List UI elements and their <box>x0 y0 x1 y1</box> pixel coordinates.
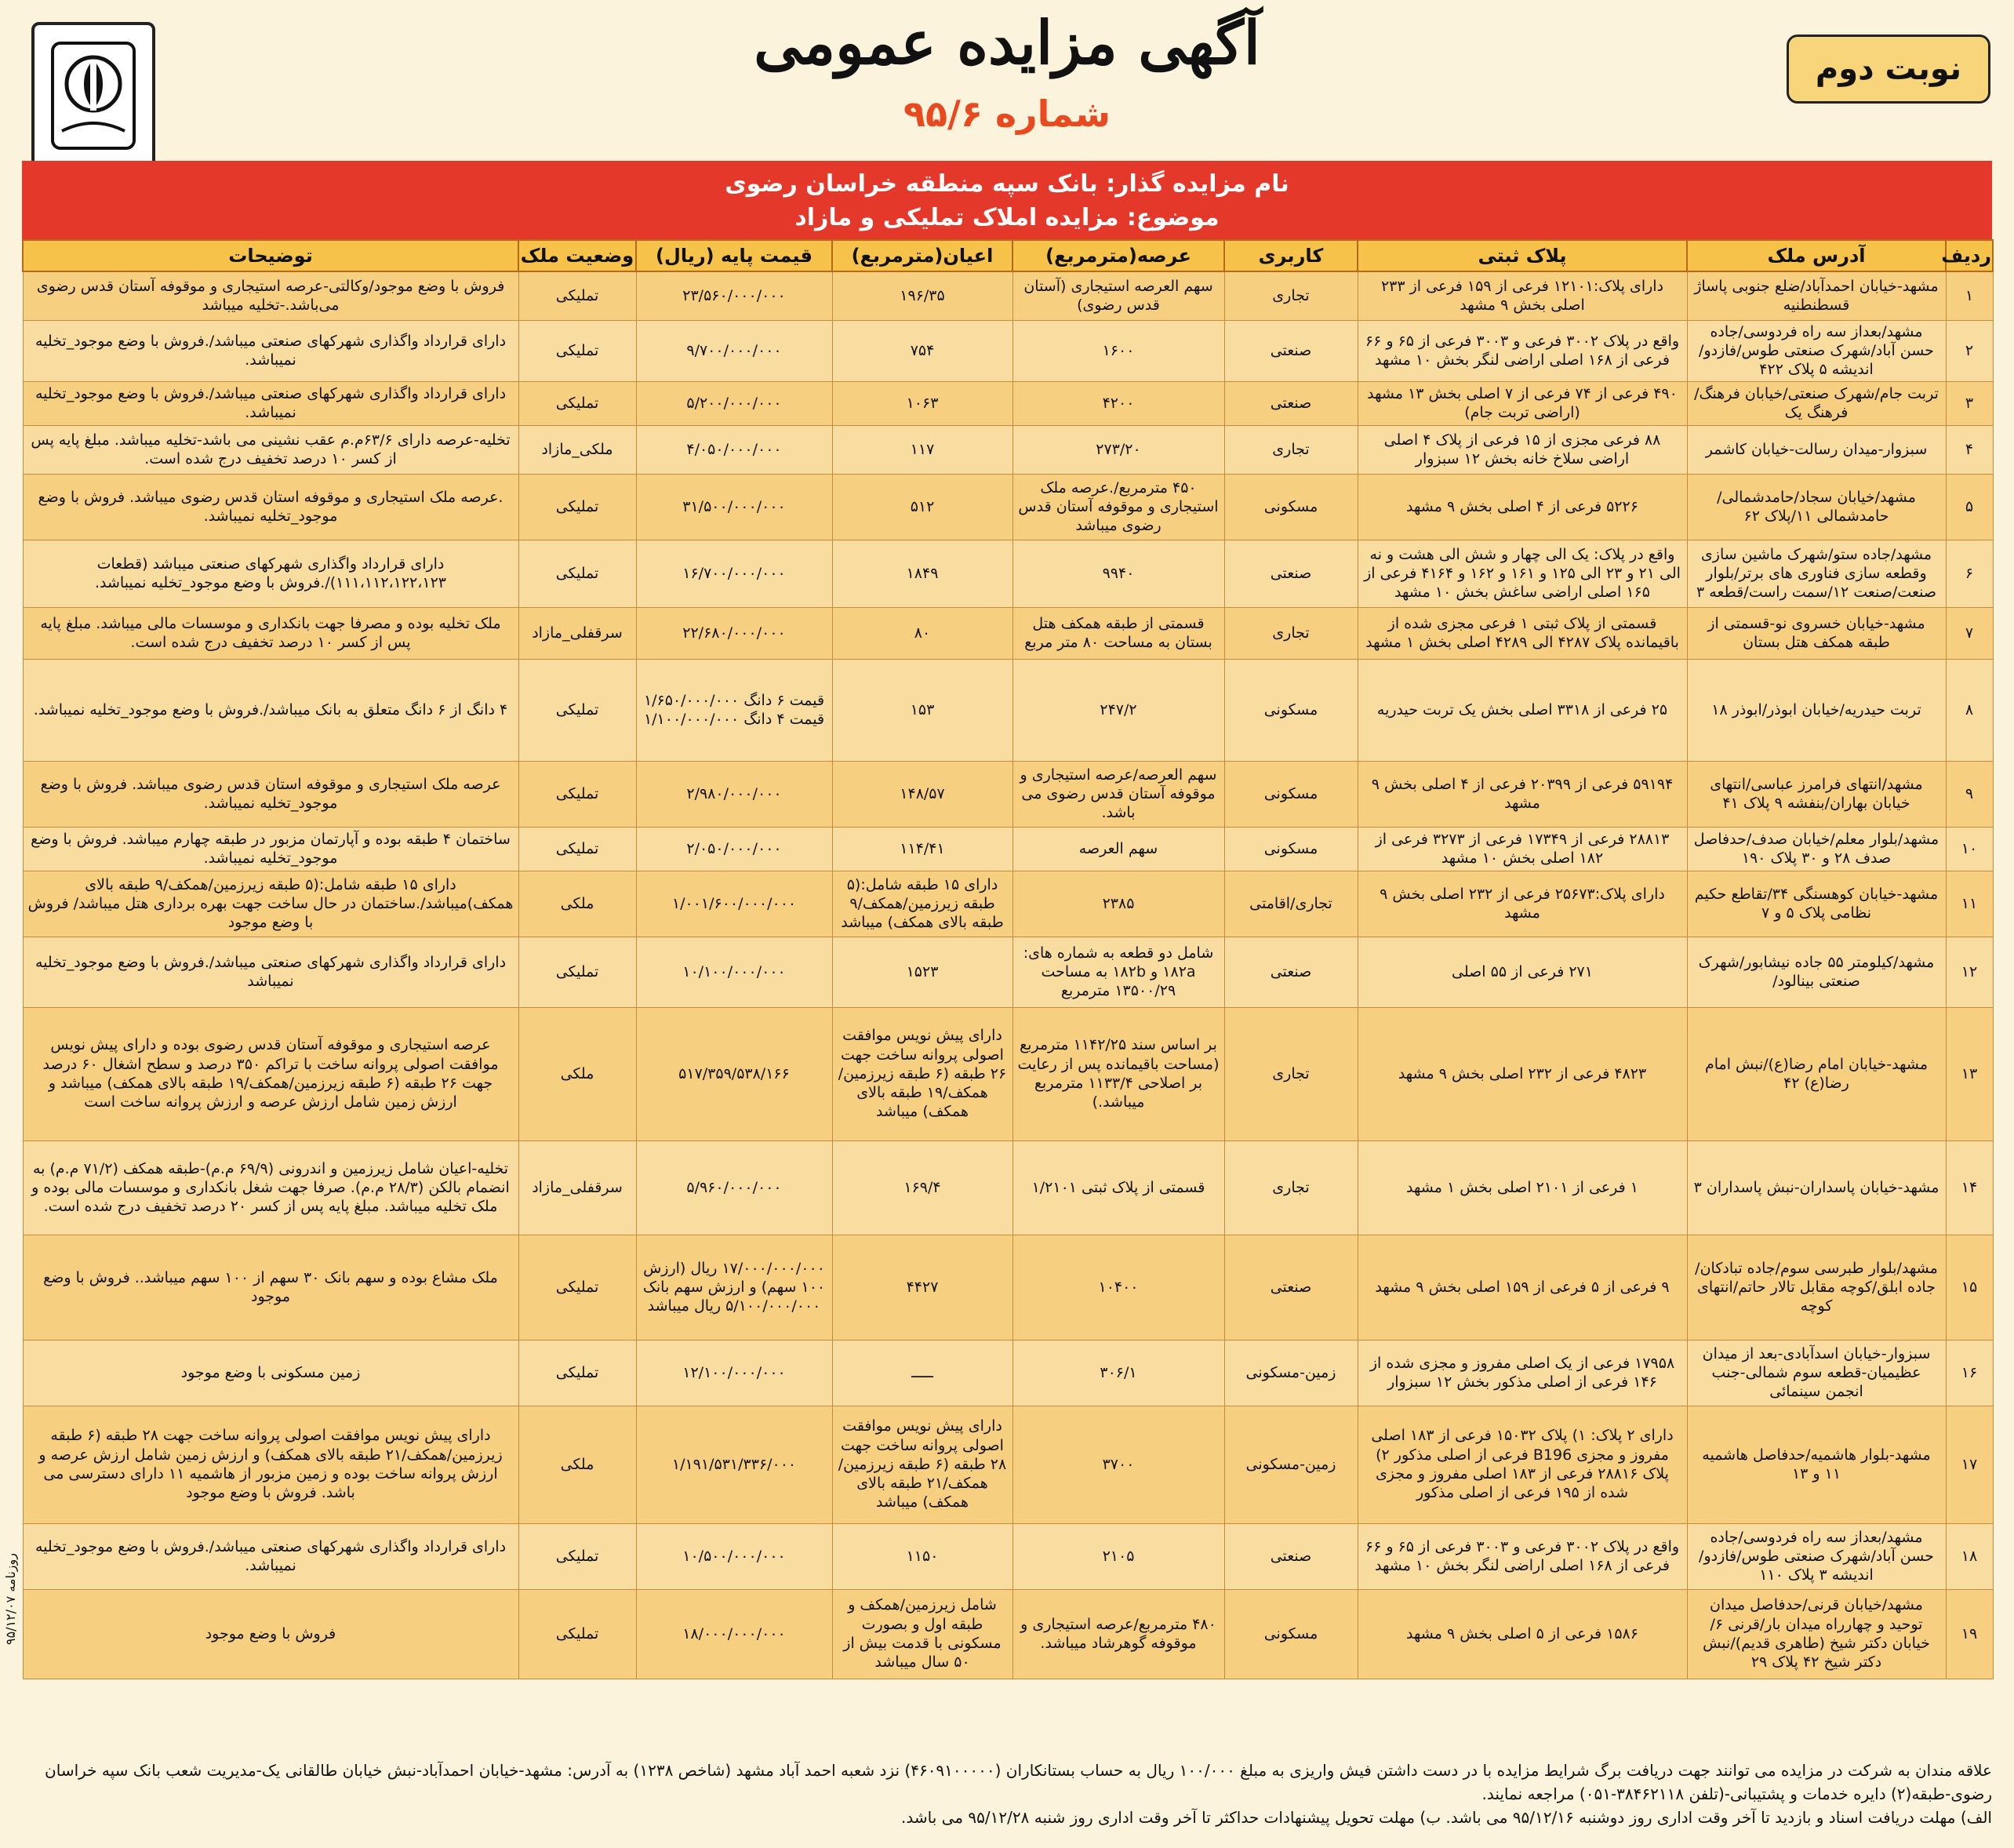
land-area-cell: قسمتی از پلاک ثبتی ۱/۲۱۰۱ <box>1012 1140 1224 1235</box>
table-row <box>23 607 1993 659</box>
notice-round-badge: نوبت دوم <box>1787 35 1990 104</box>
table-row <box>23 1007 1993 1140</box>
registry-plaque-cell: واقع در پلاک ۳۰۰۲ فرعی و ۳۰۰۳ فرعی از ۶۵ و ۶۶ فرعی از ۱۶۸ اصلی اراضی لنگر بخش ۱۰ مشهد <box>1358 320 1687 381</box>
description-cell: ۴ دانگ از ۶ دانگ متعلق به بانک میباشد/.فروش با وضع موجود_تخلیه نمیباشد. <box>23 659 518 761</box>
row-number: ۱۱ <box>1946 871 1993 937</box>
building-area-cell: ۱۵۲۳ <box>832 937 1012 1007</box>
address-cell: تربت حیدریه/خیابان ابوذر/ابوذر ۱۸ <box>1687 659 1946 761</box>
address-cell: مشهد/انتهای فرامرز عباسی/انتهای خیابان بهاران/بنفشه ۹ پلاک ۴۱ <box>1687 761 1946 827</box>
address-cell: مشهد/بعداز سه راه فردوسی/جاده حسن آباد/شهرک صنعتی طوس/فازدو/اندیشه ۵ پلاک ۴۲۲ <box>1687 320 1946 381</box>
land-area-cell: ۳۰۶/۱ <box>1012 1340 1224 1406</box>
land-area-cell: ۴۵۰ مترمربع/.عرصه ملک استیجاری و موقوفه آستان قدس رضوی میباشد <box>1012 474 1224 540</box>
property-status-cell: تملیکی <box>518 381 636 425</box>
property-status-cell: ملکی <box>518 1007 636 1140</box>
row-number: ۱۳ <box>1946 1007 1993 1140</box>
property-status-cell: سرقفلی_مازاد <box>518 607 636 659</box>
usage-cell: زمین-مسکونی <box>1224 1406 1358 1523</box>
base-price-cell: ۵۱۷/۳۵۹/۵۳۸/۱۶۶ <box>636 1007 832 1140</box>
land-area-cell: ۲۱۰۵ <box>1012 1523 1224 1589</box>
property-status-cell: تملیکی <box>518 1523 636 1589</box>
table-row <box>23 761 1993 827</box>
table-row <box>23 320 1993 381</box>
property-status-cell: تملیکی <box>518 320 636 381</box>
property-status-cell: ملکی <box>518 871 636 937</box>
land-area-cell: ۳۷۰۰ <box>1012 1406 1224 1523</box>
address-cell: مشهد/بلوار معلم/خیابان صدف/حدفاصل صدف ۲۸ و ۳۰ پلاک ۱۹۰ <box>1687 827 1946 871</box>
auction-header <box>22 161 1992 239</box>
land-area-cell: ۴۸۰ مترمربع/عرصه استیجاری و موقوفه گوهرشاد میباشد. <box>1012 1589 1224 1679</box>
description-cell: عرصه ملک استیجاری و موقوفه استان قدس رضوی میباشد. فروش با وضع موجود_تخلیه نمیباشد. <box>23 761 518 827</box>
usage-cell: مسکونی <box>1224 659 1358 761</box>
base-price-cell: ۲۳/۵۶۰/۰۰۰/۰۰۰ <box>636 271 832 320</box>
land-area-cell: شامل دو قطعه به شماره های: ۱۸۲a و ۱۸۲b به مساحت ۱۳۵۰۰/۲۹ مترمربع <box>1012 937 1224 1007</box>
row-number: ۱۴ <box>1946 1140 1993 1235</box>
table-row <box>23 659 1993 761</box>
address-cell: مشهد/بعداز سه راه فردوسی/جاده حسن آباد/شهرک صنعتی طوس/فازدو/اندیشه ۳ پلاک ۱۱۰ <box>1687 1523 1946 1589</box>
usage-cell: مسکونی <box>1224 474 1358 540</box>
building-area-cell: ۱۸۴۹ <box>832 540 1012 607</box>
row-number: ۶ <box>1946 540 1993 607</box>
building-area-cell: دارای ۱۵ طبقه شامل:(۵ طبقه زیرزمین/همکف/۹ طبقه بالای همکف) میباشد <box>832 871 1012 937</box>
registry-plaque-cell: واقع در پلاک ۳۰۰۲ فرعی و ۳۰۰۳ فرعی از ۶۵ و ۶۶ فرعی از ۱۶۸ اصلی اراضی لنگر بخش ۱۰ مشهد <box>1358 1523 1687 1589</box>
property-status-cell: تملیکی <box>518 540 636 607</box>
usage-cell: تجاری <box>1224 271 1358 320</box>
base-price-cell: ۲/۹۸۰/۰۰۰/۰۰۰ <box>636 761 832 827</box>
land-area-cell: ۲۳۸۵ <box>1012 871 1224 937</box>
table-row <box>23 1406 1993 1523</box>
property-status-cell: تملیکی <box>518 474 636 540</box>
description-cell: تخلیه-عرصه دارای ۶۳/۶م.م عقب نشینی می باشد-تخلیه میباشد. مبلغ پایه پس از کسر ۱۰ درصد تخفیف درج شده است. <box>23 425 518 474</box>
row-number: ۱۵ <box>1946 1235 1993 1340</box>
base-price-cell: ۱۷/۰۰۰/۰۰۰/۰۰۰ ریال (ارزش ۱۰۰ سهم) و ارزش سهم بانک ۵/۱۰۰/۰۰۰/۰۰۰ ریال میباشد <box>636 1235 832 1340</box>
auctioneer-line: نام مزایده گذار: بانک سپه منطقه خراسان رضوی <box>725 170 1289 198</box>
address-cell: مشهد/بلوار طبرسی سوم/جاده تبادکان/جاده ابلق/کوچه مقابل تالار حاتم/انتهای کوچه <box>1687 1235 1946 1340</box>
column-header: توضیحات <box>23 240 518 271</box>
address-cell: مشهد-بلوار هاشمیه/حدفاصل هاشمیه ۱۱ و ۱۳ <box>1687 1406 1946 1523</box>
property-status-cell: ملکی_مازاد <box>518 425 636 474</box>
property-status-cell: تملیکی <box>518 1589 636 1679</box>
description-cell: دارای قرارداد واگذاری شهرکهای صنعتی میباشد/.فروش با وضع موجود_تخلیه نمیباشد <box>23 937 518 1007</box>
building-area-cell: ۱۱۵۰ <box>832 1523 1012 1589</box>
property-status-cell: سرقفلی_مازاد <box>518 1140 636 1235</box>
building-area-cell: دارای پیش نویس موافقت اصولی پروانه ساخت جهت ۲۸ طبقه (۶ طبقه زیرزمین/همکف/۲۱ طبقه بالای همکف) میباشد <box>832 1406 1012 1523</box>
registry-plaque-cell: ۴۸۲۳ فرعی از ۲۳۲ اصلی بخش ۹ مشهد <box>1358 1007 1687 1140</box>
row-number: ۱۶ <box>1946 1340 1993 1406</box>
property-status-cell: تملیکی <box>518 827 636 871</box>
registry-plaque-cell: ۲۷۱ فرعی از ۵۵ اصلی <box>1358 937 1687 1007</box>
usage-cell: مسکونی <box>1224 761 1358 827</box>
usage-cell: مسکونی <box>1224 1589 1358 1679</box>
row-number: ۱۲ <box>1946 937 1993 1007</box>
registry-plaque-cell: دارای ۲ پلاک: ۱) پلاک ۱۵۰۳۲ فرعی از ۱۸۳ اصلی مفروز و مجزی B196 فرعی از اصلی مذکور ۲) پلاک ۲۸۸۱۶ فرعی از ۱۸۳ اصلی مفروز و مجزی شده از ۱۹۵ فرعی از اصلی مذکور <box>1358 1406 1687 1523</box>
building-area-cell: ۷۵۴ <box>832 320 1012 381</box>
base-price-cell: ۱۸/۰۰۰/۰۰۰/۰۰۰ <box>636 1589 832 1679</box>
subject-line: موضوع: مزایده املاک تملیکی و مازاد <box>794 204 1220 231</box>
registry-plaque-cell: ۴۹۰ فرعی از ۷۴ فرعی از ۷ اصلی بخش ۱۳ مشهد (اراضی تربت جام) <box>1358 381 1687 425</box>
registry-plaque-cell: ۵۹۱۹۴ فرعی از ۲۰۳۹۹ فرعی از ۴ اصلی بخش ۹ مشهد <box>1358 761 1687 827</box>
land-area-cell: سهم العرصه استیجاری (آستان قدس رضوی) <box>1012 271 1224 320</box>
row-number: ۵ <box>1946 474 1993 540</box>
table-row <box>23 425 1993 474</box>
base-price-cell: ۳۱/۵۰۰/۰۰۰/۰۰۰ <box>636 474 832 540</box>
table-row <box>23 540 1993 607</box>
row-number: ۱۰ <box>1946 827 1993 871</box>
usage-cell: تجاری <box>1224 1007 1358 1140</box>
land-area-cell: ۲۴۷/۲ <box>1012 659 1224 761</box>
table-row <box>23 1589 1993 1679</box>
address-cell: مشهد-خیابان پاسداران-نبش پاسداران ۳ <box>1687 1140 1946 1235</box>
base-price-cell: ۲۲/۶۸۰/۰۰۰/۰۰۰ <box>636 607 832 659</box>
description-cell: دارای قرارداد واگذاری شهرکهای صنعتی میباشد/.فروش با وضع موجود_تخلیه نمیباشد. <box>23 381 518 425</box>
registry-plaque-cell: ۱ فرعی از ۲۱۰۱ اصلی بخش ۱ مشهد <box>1358 1140 1687 1235</box>
building-area-cell: ۱۴۸/۵۷ <box>832 761 1012 827</box>
table-row <box>23 1235 1993 1340</box>
row-number: ۱۷ <box>1946 1406 1993 1523</box>
address-cell: مشهد-خیابان خسروی نو-قسمتی از طبقه همکف هتل بستان <box>1687 607 1946 659</box>
column-header: پلاک ثبتی <box>1358 240 1687 271</box>
land-area-cell: ۹۹۴۰ <box>1012 540 1224 607</box>
description-cell: .عرصه ملک استیجاری و موقوفه استان قدس رضوی میباشد. فروش با وضع موجود_تخلیه نمیباشد. <box>23 474 518 540</box>
base-price-cell: ۱۰/۵۰۰/۰۰۰/۰۰۰ <box>636 1523 832 1589</box>
base-price-cell: ۴/۰۵۰/۰۰۰/۰۰۰ <box>636 425 832 474</box>
description-cell: عرصه استیجاری و موقوفه آستان قدس رضوی بوده و دارای پیش نویس موافقت اصولی پروانه ساخت با تراکم ۳۵۰ درصد و سطح اشغال ۶۰ درصد جهت ۲۶ طبقه (۶ طبقه زیرزمین/همکف/۱۹ طبقه بالای همکف) میباشد و ارزش زمین شامل ارزش عرصه و ارزش پروانه ساخت است <box>23 1007 518 1140</box>
row-number: ۱ <box>1946 271 1993 320</box>
registry-plaque-cell: دارای پلاک:۱۲۱۰۱ فرعی از ۱۵۹ فرعی از ۲۳۳ اصلی بخش ۹ مشهد <box>1358 271 1687 320</box>
table-row <box>23 381 1993 425</box>
usage-cell: صنعتی <box>1224 540 1358 607</box>
property-status-cell: تملیکی <box>518 1340 636 1406</box>
column-header: آدرس ملک <box>1687 240 1946 271</box>
table-row <box>23 271 1993 320</box>
usage-cell: زمین-مسکونی <box>1224 1340 1358 1406</box>
footer-line-1: علاقه مندان به شرکت در مزایده می توانند جهت دریافت برگ شرایط مزایده با در دست داشتن فیش واریزی به مبلغ ۱۰۰/۰۰۰ ریال به حساب بستانکاران (۴۶۰۹۱۰۰۰۰۰) نزد شعبه احمد آباد مشهد (شاخص ۱۲۳۸) به آدرس: مشهد-خیابان احمدآباد-نبش خیابان طالقانی یک-مدیریت شعب بانک سپه خراسان <box>45 1761 1992 1780</box>
address-cell: مشهد/خیابان سجاد/حامدشمالی/حامدشمالی ۱۱/پلاک ۶۲ <box>1687 474 1946 540</box>
address-cell: تربت جام/شهرک صنعتی/خیابان فرهنگ/فرهنگ یک <box>1687 381 1946 425</box>
base-price-cell: ۹/۷۰۰/۰۰۰/۰۰۰ <box>636 320 832 381</box>
table-row <box>23 1140 1993 1235</box>
column-header: کاربری <box>1224 240 1358 271</box>
usage-cell: مسکونی <box>1224 827 1358 871</box>
usage-cell: تجاری <box>1224 607 1358 659</box>
property-status-cell: تملیکی <box>518 937 636 1007</box>
address-cell: مشهد/جاده ستو/شهرک ماشین سازی وقطعه سازی فناوری های برتر/بلوار صنعت/صنعت ۱۲/سمت راست/قطعه ۳ <box>1687 540 1946 607</box>
usage-cell: صنعتی <box>1224 937 1358 1007</box>
description-cell: فروش با وضع موجود <box>23 1589 518 1679</box>
address-cell: مشهد-خیابان امام رضا(ع)/نبش امام رضا(ع) ۴۲ <box>1687 1007 1946 1140</box>
table-row <box>23 871 1993 937</box>
description-cell: زمین مسکونی با وضع موجود <box>23 1340 518 1406</box>
base-price-cell: ۱۶/۷۰۰/۰۰۰/۰۰۰ <box>636 540 832 607</box>
table-header-row <box>23 240 1993 271</box>
description-cell: فروش با وضع موجود/وکالتی-عرصه استیجاری و موقوفه آستان قدس رضوی می‌باشد.-تخلیه میباشد <box>23 271 518 320</box>
land-area-cell: بر اساس سند ۱۱۴۲/۲۵ مترمربع (مساحت باقیمانده پس از رعایت بر اصلاحی ۱۱۳۳/۴ مترمربع میباشد.) <box>1012 1007 1224 1140</box>
registry-plaque-cell: ۲۵ فرعی از ۳۳۱۸ اصلی بخش یک تربت حیدریه <box>1358 659 1687 761</box>
description-cell: دارای قرارداد واگذاری شهرکهای صنعتی میباشد (قطعات ۱۱۱،۱۱۲،۱۲۲،۱۲۳)/.فروش با وضع موجود_تخلیه نمیباشد. <box>23 540 518 607</box>
registry-plaque-cell: ۸۸ فرعی مجزی از ۱۵ فرعی از پلاک ۴ اصلی اراضی سلاخ خانه بخش ۱۲ سبزوار <box>1358 425 1687 474</box>
building-area-cell: ـــــ <box>832 1340 1012 1406</box>
address-cell: مشهد-خیابان احمدآباد/ضلع جنوبی پاساژ قسطنطنیه <box>1687 271 1946 320</box>
usage-cell: صنعتی <box>1224 320 1358 381</box>
row-number: ۱۹ <box>1946 1589 1993 1679</box>
description-cell: دارای پیش نویس موافقت اصولی پروانه ساخت جهت ۲۸ طبقه (۶ طبقه زیرزمین/همکف/۲۱ طبقه بالای همکف) و ارزش زمین شامل ارزش عرصه و ارزش پروانه ساخت بوده و زمین مزبور از هاشمیه ۱۱ دارای دسترسی می باشد. فروش با وضع موجود <box>23 1406 518 1523</box>
base-price-cell: ۱۰/۱۰۰/۰۰۰/۰۰۰ <box>636 937 832 1007</box>
footer-notes <box>22 1759 1992 1829</box>
address-cell: مشهد-خیابان کوهسنگی ۳۴/تقاطع حکیم نظامی پلاک ۵ و ۷ <box>1687 871 1946 937</box>
address-cell: مشهد/کیلومتر ۵۵ جاده نیشابور/شهرک صنعتی بینالود/ <box>1687 937 1946 1007</box>
footer-line-3: الف) مهلت دریافت اسناد و بازدید تا آخر وقت اداری روز دوشنبه ۹۵/۱۲/۱۶ می باشد. ب) مهلت تحویل پیشنهادات حداکثر تا آخر وقت اداری روز شنبه ۹۵/۱۲/۲۸ می باشد. <box>901 1808 1992 1827</box>
registry-plaque-cell: ۹ فرعی از ۵ فرعی از ۱۵۹ اصلی بخش ۹ مشهد <box>1358 1235 1687 1340</box>
land-area-cell: ۱۶۰۰ <box>1012 320 1224 381</box>
land-area-cell: سهم العرصه <box>1012 827 1224 871</box>
address-cell: مشهد/خیابان قرنی/حدفاصل میدان توحید و چهارراه میدان بار/قرنی ۶/خیابان دکتر شیخ (طاهری قدیم)/نبش دکتر شیخ ۴۲ پلاک ۲۹ <box>1687 1589 1946 1679</box>
notice-title: آگهی مزایده عمومی <box>754 8 1260 78</box>
building-area-cell: ۸۰ <box>832 607 1012 659</box>
building-area-cell: ۱۹۶/۳۵ <box>832 271 1012 320</box>
table-row <box>23 1340 1993 1406</box>
property-status-cell: تملیکی <box>518 1235 636 1340</box>
notice-number: شماره ۹۵/۶ <box>903 93 1111 135</box>
usage-cell: صنعتی <box>1224 381 1358 425</box>
base-price-cell: ۵/۹۶۰/۰۰۰/۰۰۰ <box>636 1140 832 1235</box>
row-number: ۷ <box>1946 607 1993 659</box>
registry-plaque-cell: ۲۸۸۱۳ فرعی از ۱۷۳۴۹ فرعی از ۳۲۷۳ فرعی از ۱۸۲ اصلی بخش ۱۰ مشهد <box>1358 827 1687 871</box>
building-area-cell: شامل زیرزمین/همکف و طبقه اول و بصورت مسکونی با قدمت بیش از ۵۰ سال میباشد <box>832 1589 1012 1679</box>
row-number: ۴ <box>1946 425 1993 474</box>
property-status-cell: تملیکی <box>518 271 636 320</box>
row-number: ۸ <box>1946 659 1993 761</box>
registry-plaque-cell: ۵۲۲۶ فرعی از ۴ اصلی بخش ۹ مشهد <box>1358 474 1687 540</box>
property-table <box>22 239 1994 1679</box>
land-area-cell: ۱۰۴۰۰ <box>1012 1235 1224 1340</box>
side-newspaper-text: روزنامه ۹۵/۱۲/۰۷ <box>3 1553 18 1646</box>
building-area-cell: ۱۱۴/۴۱ <box>832 827 1012 871</box>
description-cell: ساختمان ۴ طبقه بوده و آپارتمان مزبور در طبقه چهارم میباشد. فروش با وضع موجود_تخلیه نمیباشد. <box>23 827 518 871</box>
building-area-cell: ۱۶۹/۴ <box>832 1140 1012 1235</box>
usage-cell: صنعتی <box>1224 1235 1358 1340</box>
base-price-cell: ۲/۰۵۰/۰۰۰/۰۰۰ <box>636 827 832 871</box>
description-cell: ملک مشاع بوده و سهم بانک ۳۰ سهم از ۱۰۰ سهم میباشد.. فروش با وضع موجود <box>23 1235 518 1340</box>
description-cell: دارای قرارداد واگذاری شهرکهای صنعتی میباشد/.فروش با وضع موجود_تخلیه نمیباشد. <box>23 320 518 381</box>
description-cell: دارای ۱۵ طبقه شامل:(۵ طبقه زیرزمین/همکف/۹ طبقه بالای همکف)میباشد/.ساختمان در حال ساخت جهت بهره برداری هتل میباشد/ فروش با وضع موجود <box>23 871 518 937</box>
address-cell: سبزوار-میدان رسالت-خیابان کاشمر <box>1687 425 1946 474</box>
registry-plaque-cell: قسمتی از پلاک ثبتی ۱ فرعی مجزی شده از باقیمانده پلاک ۴۲۸۷ الی ۴۲۸۹ اصلی بخش ۱ مشهد <box>1358 607 1687 659</box>
registry-plaque-cell: ۱۷۹۵۸ فرعی از یک اصلی مفروز و مجزی شده از ۱۴۶ فرعی از اصلی مذکور بخش ۱۲ سبزوار <box>1358 1340 1687 1406</box>
footer-line-2: رضوی-طبقه(۲) دایره خدمات و پشتیبانی-(تلفن ۳۸۴۶۲۱۱۸-۰۵۱) مراجعه نمایند. <box>1481 1784 1992 1803</box>
row-number: ۳ <box>1946 381 1993 425</box>
row-number: ۹ <box>1946 761 1993 827</box>
column-header: ردیف <box>1946 240 1993 271</box>
row-number: ۱۸ <box>1946 1523 1993 1589</box>
property-status-cell: تملیکی <box>518 659 636 761</box>
table-row <box>23 937 1993 1007</box>
column-header: قیمت پایه (ریال) <box>636 240 832 271</box>
property-status-cell: تملیکی <box>518 761 636 827</box>
column-header: عرصه(مترمربع) <box>1012 240 1224 271</box>
description-cell: ملک تخلیه بوده و مصرفا جهت بانکداری و موسسات مالی میباشد. مبلغ پایه پس از کسر ۱۰ درصد تخفیف درج شده است. <box>23 607 518 659</box>
description-cell: دارای قرارداد واگذاری شهرکهای صنعتی میباشد/.فروش با وضع موجود_تخلیه نمیباشد. <box>23 1523 518 1589</box>
table-row <box>23 474 1993 540</box>
land-area-cell: ۴۲۰۰ <box>1012 381 1224 425</box>
base-price-cell: ۵/۲۰۰/۰۰۰/۰۰۰ <box>636 381 832 425</box>
usage-cell: تجاری <box>1224 425 1358 474</box>
registry-plaque-cell: ۱۵۸۶ فرعی از ۵ اصلی بخش ۹ مشهد <box>1358 1589 1687 1679</box>
usage-cell: تجاری/اقامتی <box>1224 871 1358 937</box>
address-cell: سبزوار-خیابان اسدآبادی-بعد از میدان عظیمیان-قطعه سوم شمالی-جنب انجمن سینمائی <box>1687 1340 1946 1406</box>
description-cell: تخلیه-اعیان شامل زیرزمین و اندرونی (۶۹/۹ م.م)-طبقه همکف (۷۱/۲ م.م) به انضمام بالکن (۲۸/۳ م.م). صرفا جهت شغل بانکداری و موسسات مالی بوده و ملک تخلیه میباشد. مبلغ پایه پس از کسر ۲۰ درصد تخفیف درج شده است. <box>23 1140 518 1235</box>
land-area-cell: ۲۷۳/۲۰ <box>1012 425 1224 474</box>
property-status-cell: ملکی <box>518 1406 636 1523</box>
column-header: اعیان(مترمربع) <box>832 240 1012 271</box>
base-price-cell: ۱/۰۰۱/۶۰۰/۰۰۰/۰۰۰ <box>636 871 832 937</box>
usage-cell: صنعتی <box>1224 1523 1358 1589</box>
column-header: وضعیت ملک <box>518 240 636 271</box>
building-area-cell: ۵۱۲ <box>832 474 1012 540</box>
table-row <box>23 827 1993 871</box>
base-price-cell: ۱/۱۹۱/۵۳۱/۳۳۶/۰۰۰ <box>636 1406 832 1523</box>
building-area-cell: ۴۴۲۷ <box>832 1235 1012 1340</box>
usage-cell: تجاری <box>1224 1140 1358 1235</box>
building-area-cell: دارای پیش نویس موافقت اصولی پروانه ساخت جهت ۲۶ طبقه (۶ طبقه زیرزمین/همکف/۱۹ طبقه بالای همکف) میباشد <box>832 1007 1012 1140</box>
building-area-cell: ۱۵۳ <box>832 659 1012 761</box>
land-area-cell: سهم العرصه/عرصه استیجاری و موقوفه آستان قدس رضوی می باشد. <box>1012 761 1224 827</box>
base-price-cell: ۱۲/۱۰۰/۰۰۰/۰۰۰ <box>636 1340 832 1406</box>
base-price-cell: قیمت ۶ دانگ ۱/۶۵۰/۰۰۰/۰۰۰ قیمت ۴ دانگ ۱/۱۰۰/۰۰۰/۰۰۰ <box>636 659 832 761</box>
land-area-cell: قسمتی از طبقه همکف هتل بستان به مساحت ۸۰ متر مربع <box>1012 607 1224 659</box>
building-area-cell: ۱۰۶۳ <box>832 381 1012 425</box>
registry-plaque-cell: واقع در پلاک: یک الی چهار و شش الی هشت و نه الی ۲۱ و ۲۳ الی ۱۲۵ و ۱۶۱ و ۱۶۲ و ۴۱۶۴ فرعی از ۱۶۵ اصلی اراضی ساغش بخش ۱۰ مشهد <box>1358 540 1687 607</box>
building-area-cell: ۱۱۷ <box>832 425 1012 474</box>
row-number: ۲ <box>1946 320 1993 381</box>
table-row <box>23 1523 1993 1589</box>
registry-plaque-cell: دارای پلاک:۲۵۶۷۳ فرعی از ۲۳۲ اصلی بخش ۹ مشهد <box>1358 871 1687 937</box>
